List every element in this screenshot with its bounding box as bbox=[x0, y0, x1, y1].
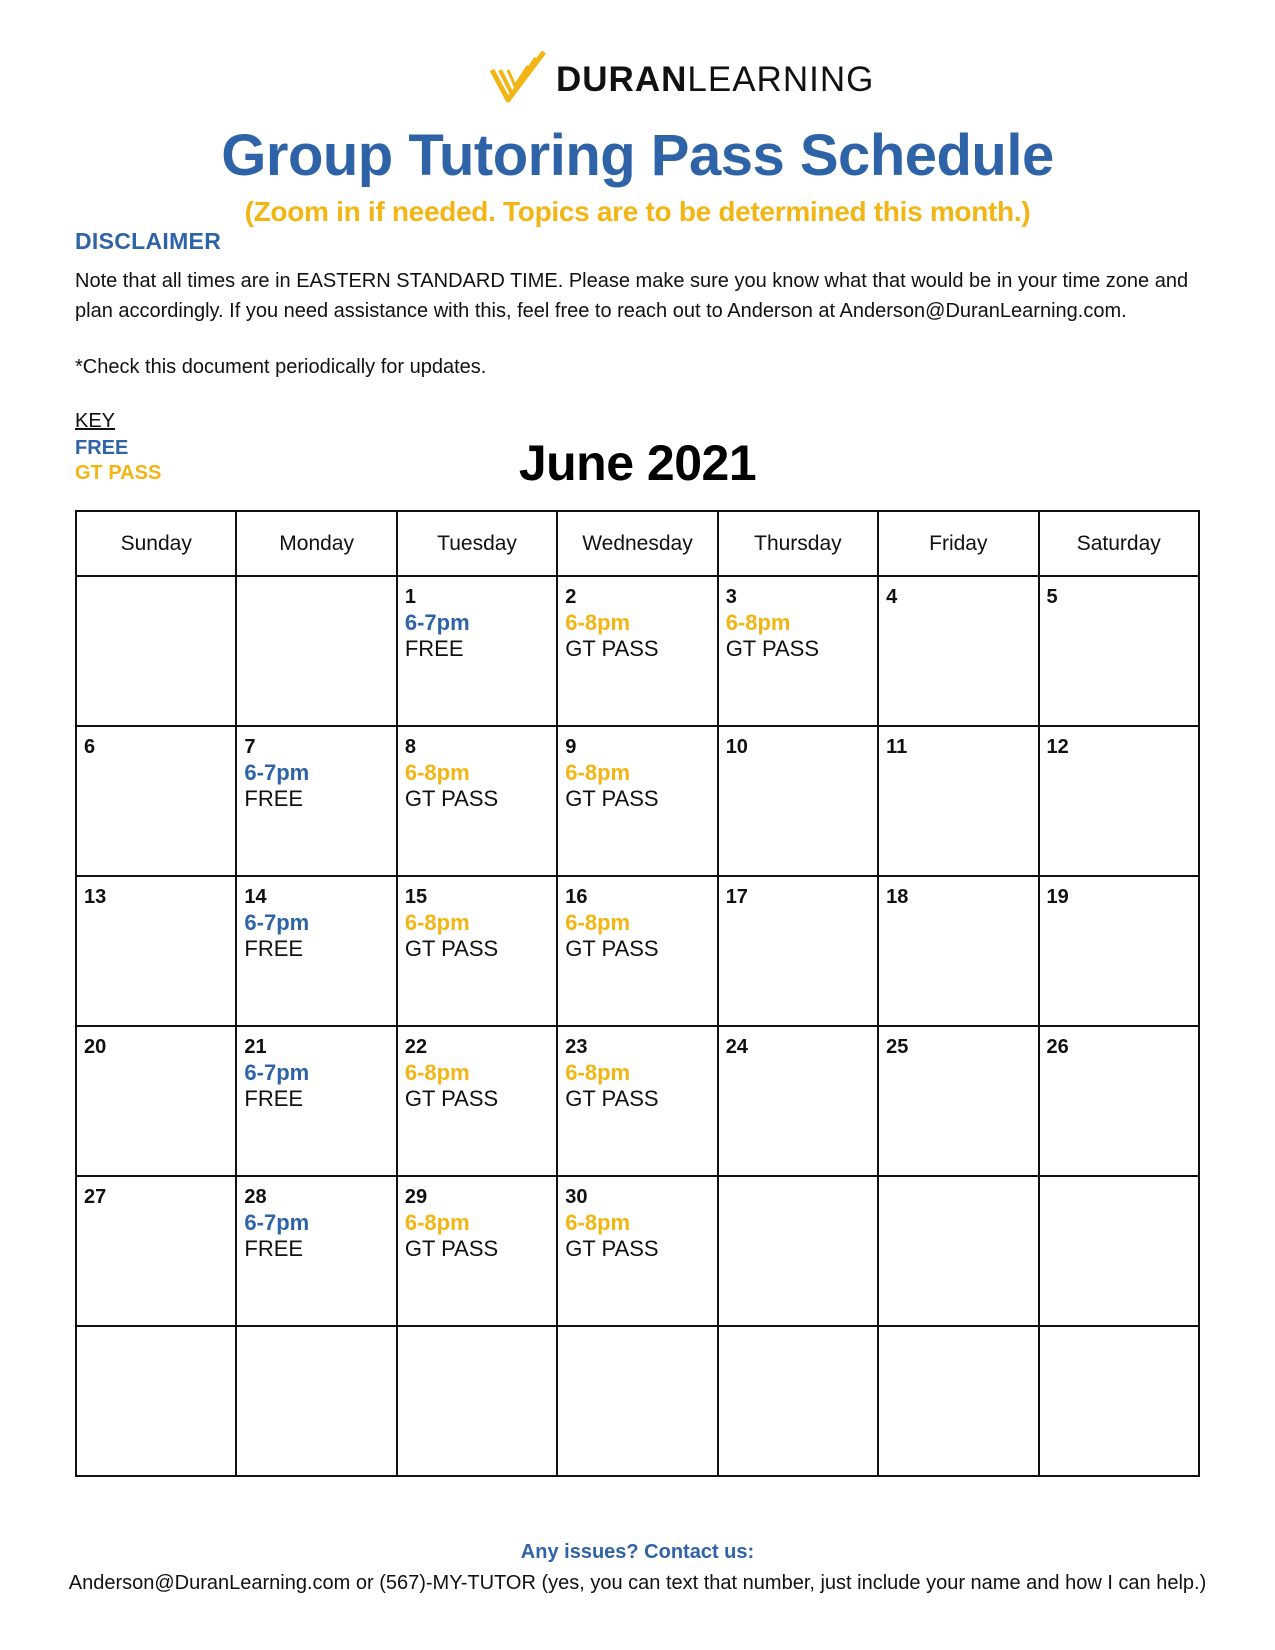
session-type: GT PASS bbox=[404, 936, 499, 961]
day-number: 17 bbox=[725, 886, 748, 908]
session-type: GT PASS bbox=[725, 636, 820, 661]
session-type: FREE bbox=[244, 1086, 304, 1111]
day-number: 25 bbox=[886, 1036, 909, 1058]
calendar-day-cell bbox=[76, 1326, 236, 1476]
weekday-header: Wednesday bbox=[557, 511, 717, 576]
calendar-body bbox=[76, 576, 1199, 1476]
contact-heading: Any issues? Contact us: bbox=[520, 1541, 755, 1563]
calendar-day-cell bbox=[718, 1026, 878, 1176]
day-number: 27 bbox=[84, 1186, 107, 1208]
checkmark-logo-icon bbox=[488, 48, 552, 112]
calendar-day-cell bbox=[397, 876, 557, 1026]
calendar-month-title: June 2021 bbox=[518, 435, 757, 491]
day-number: 13 bbox=[84, 886, 107, 908]
calendar-day-cell bbox=[76, 1176, 236, 1326]
day-number: 6 bbox=[84, 736, 96, 758]
calendar-day-cell bbox=[236, 876, 396, 1026]
calendar-day-cell bbox=[557, 1326, 717, 1476]
day-number: 19 bbox=[1046, 886, 1069, 908]
calendar-week-row bbox=[76, 726, 1199, 876]
calendar-day-cell bbox=[557, 726, 717, 876]
calendar-day-cell bbox=[236, 1326, 396, 1476]
calendar-day-cell bbox=[1039, 1176, 1199, 1326]
weekday-header: Saturday bbox=[1039, 511, 1199, 576]
brand-logo bbox=[488, 48, 874, 112]
day-number: 2 bbox=[565, 586, 577, 608]
calendar-day-cell bbox=[76, 1026, 236, 1176]
calendar-day-cell bbox=[878, 876, 1038, 1026]
calendar-day-cell bbox=[397, 576, 557, 726]
session-type: GT PASS bbox=[404, 1236, 499, 1261]
session-time: 6-8pm bbox=[565, 760, 631, 785]
day-number: 16 bbox=[565, 886, 588, 908]
day-number: 12 bbox=[1046, 736, 1069, 758]
brand-name-light: LEARNING bbox=[687, 60, 875, 99]
page-title: Group Tutoring Pass Schedule bbox=[221, 123, 1054, 188]
day-number: 8 bbox=[404, 736, 416, 758]
calendar-day-cell bbox=[718, 726, 878, 876]
day-number: 21 bbox=[244, 1036, 267, 1058]
calendar-day-cell bbox=[557, 576, 717, 726]
day-number: 5 bbox=[1046, 586, 1058, 608]
session-time: 6-7pm bbox=[244, 1060, 310, 1085]
calendar-day-cell bbox=[397, 1326, 557, 1476]
page-subtitle: (Zoom in if needed. Topics are to be determined this month.) bbox=[244, 196, 1031, 227]
calendar-day-cell bbox=[397, 726, 557, 876]
calendar-day-cell bbox=[878, 576, 1038, 726]
day-number: 10 bbox=[725, 736, 748, 758]
day-number: 14 bbox=[244, 886, 267, 908]
calendar-week-row bbox=[76, 876, 1199, 1026]
session-time: 6-8pm bbox=[404, 910, 470, 935]
session-time: 6-8pm bbox=[404, 760, 470, 785]
calendar-week-row bbox=[76, 1176, 1199, 1326]
calendar-grid bbox=[75, 510, 1200, 1477]
update-note: *Check this document periodically for updates. bbox=[75, 356, 487, 378]
calendar-day-cell bbox=[76, 876, 236, 1026]
day-number: 18 bbox=[886, 886, 909, 908]
calendar-day-cell bbox=[1039, 876, 1199, 1026]
session-time: 6-8pm bbox=[725, 610, 791, 635]
calendar-day-cell bbox=[236, 726, 396, 876]
calendar-day-cell bbox=[878, 1176, 1038, 1326]
day-number: 7 bbox=[244, 736, 256, 758]
calendar-week-row bbox=[76, 1026, 1199, 1176]
session-type: FREE bbox=[404, 636, 464, 661]
weekday-header: Thursday bbox=[718, 511, 878, 576]
calendar-day-cell bbox=[557, 1026, 717, 1176]
disclaimer-heading: DISCLAIMER bbox=[75, 228, 222, 254]
calendar-day-cell bbox=[236, 1026, 396, 1176]
calendar-day-cell bbox=[236, 1176, 396, 1326]
session-time: 6-8pm bbox=[404, 1060, 470, 1085]
day-number: 29 bbox=[404, 1186, 428, 1208]
session-type: FREE bbox=[244, 1236, 304, 1261]
weekday-header: Sunday bbox=[76, 511, 236, 576]
session-type: GT PASS bbox=[404, 1086, 499, 1111]
weekday-header: Monday bbox=[236, 511, 396, 576]
day-number: 30 bbox=[565, 1186, 588, 1208]
calendar-day-cell bbox=[1039, 1326, 1199, 1476]
calendar-day-cell bbox=[557, 876, 717, 1026]
session-type: GT PASS bbox=[565, 786, 659, 811]
contact-details: Anderson@DuranLearning.com or (567)-MY-TUTOR (yes, you can text that number, just include your name and how I can help.) bbox=[68, 1572, 1207, 1594]
calendar-day-cell bbox=[397, 1026, 557, 1176]
session-time: 6-7pm bbox=[404, 610, 470, 635]
session-type: GT PASS bbox=[565, 636, 659, 661]
calendar-week-row bbox=[76, 576, 1199, 726]
day-number: 3 bbox=[725, 586, 737, 608]
day-number: 20 bbox=[84, 1036, 107, 1058]
session-time: 6-7pm bbox=[244, 910, 310, 935]
session-time: 6-8pm bbox=[565, 610, 631, 635]
session-type: GT PASS bbox=[565, 936, 659, 961]
day-number: 9 bbox=[565, 736, 577, 758]
day-number: 1 bbox=[404, 586, 416, 608]
calendar-week-row bbox=[76, 1326, 1199, 1476]
session-type: GT PASS bbox=[565, 1086, 659, 1111]
calendar-day-cell bbox=[718, 1176, 878, 1326]
session-time: 6-8pm bbox=[565, 910, 631, 935]
calendar-day-cell bbox=[718, 1326, 878, 1476]
calendar-day-cell bbox=[236, 576, 396, 726]
session-type: GT PASS bbox=[404, 786, 499, 811]
day-number: 22 bbox=[404, 1036, 428, 1058]
session-time: 6-7pm bbox=[244, 1210, 310, 1235]
key-heading: KEY bbox=[75, 410, 116, 432]
calendar-day-cell bbox=[397, 1176, 557, 1326]
session-time: 6-8pm bbox=[404, 1210, 470, 1235]
session-type: FREE bbox=[244, 786, 304, 811]
day-number: 26 bbox=[1046, 1036, 1069, 1058]
calendar-day-cell bbox=[718, 576, 878, 726]
day-number: 15 bbox=[404, 886, 428, 908]
calendar-day-cell bbox=[718, 876, 878, 1026]
calendar-day-cell bbox=[76, 576, 236, 726]
brand-name bbox=[556, 60, 874, 100]
key-free: FREE bbox=[75, 437, 129, 459]
session-time: 6-8pm bbox=[565, 1060, 631, 1085]
calendar-day-cell bbox=[878, 726, 1038, 876]
session-time: 6-7pm bbox=[244, 760, 310, 785]
calendar-day-cell bbox=[1039, 726, 1199, 876]
session-type: FREE bbox=[244, 936, 304, 961]
session-time: 6-8pm bbox=[565, 1210, 631, 1235]
day-number: 11 bbox=[886, 736, 908, 758]
day-number: 4 bbox=[886, 586, 898, 608]
weekday-header: Tuesday bbox=[397, 511, 557, 576]
weekday-header-row bbox=[76, 511, 1199, 576]
disclaimer-body: Note that all times are in EASTERN STANDARD TIME. Please make sure you know what that would be in your time zone and plan accordingly. If you need assistance with this, feel free to reach out to Anderson at Anderson@DuranLearning.com. bbox=[75, 270, 1189, 322]
weekday-header: Friday bbox=[878, 511, 1038, 576]
calendar-day-cell bbox=[76, 726, 236, 876]
session-type: GT PASS bbox=[565, 1236, 659, 1261]
calendar-day-cell bbox=[557, 1176, 717, 1326]
calendar-day-cell bbox=[878, 1326, 1038, 1476]
day-number: 28 bbox=[244, 1186, 267, 1208]
calendar-day-cell bbox=[878, 1026, 1038, 1176]
day-number: 24 bbox=[725, 1036, 748, 1058]
calendar-day-cell bbox=[1039, 576, 1199, 726]
brand-name-bold: DURAN bbox=[556, 60, 688, 99]
calendar-day-cell bbox=[1039, 1026, 1199, 1176]
day-number: 23 bbox=[565, 1036, 588, 1058]
key-gt-pass: GT PASS bbox=[75, 462, 162, 484]
